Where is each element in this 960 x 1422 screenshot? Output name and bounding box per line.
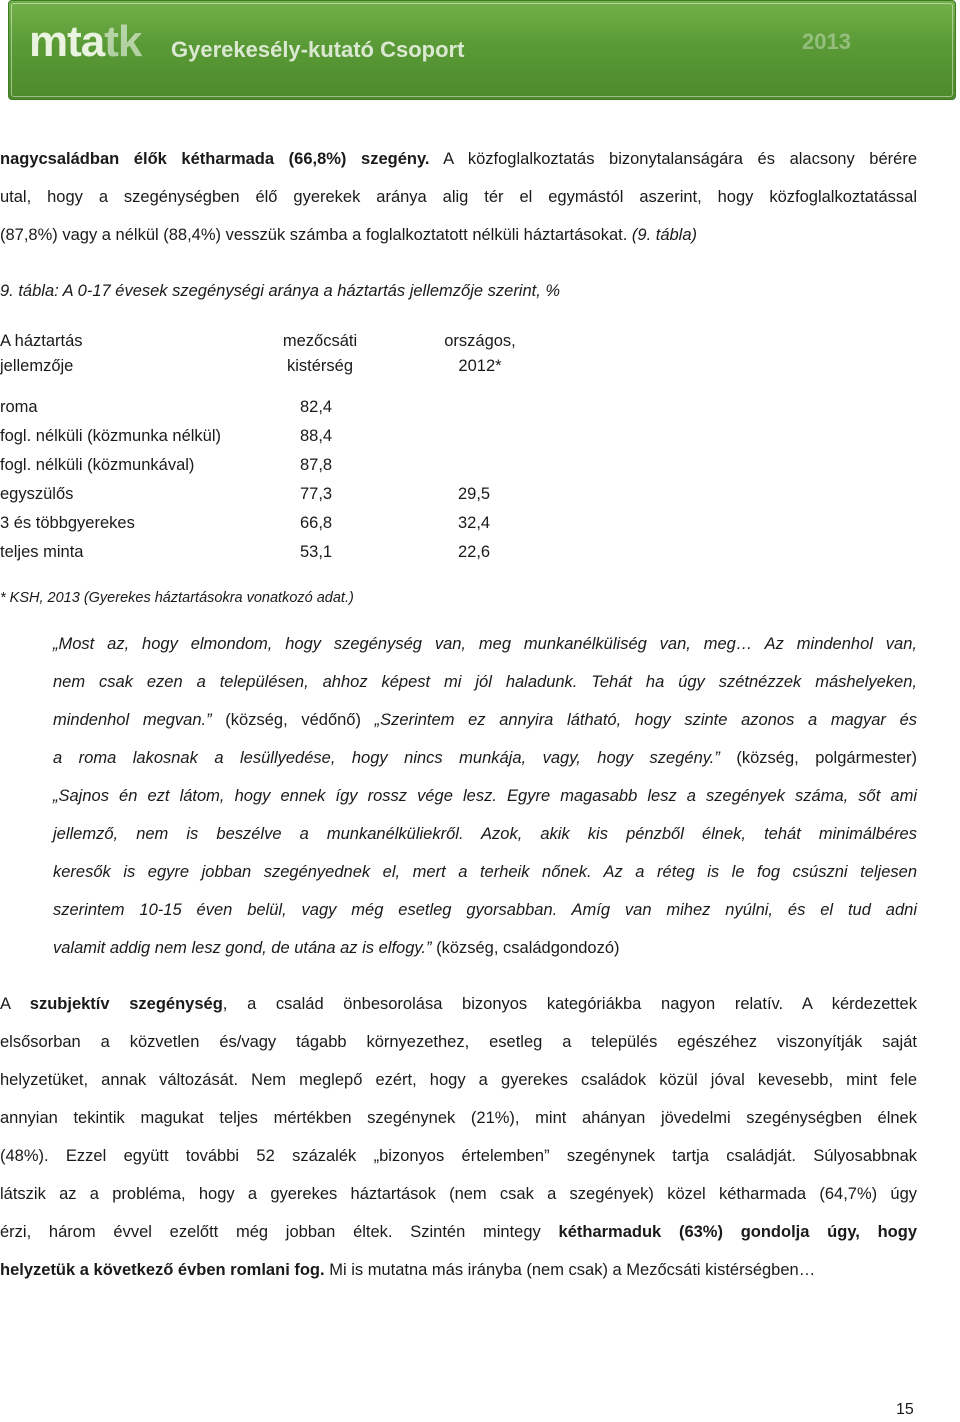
table-cell-national: 22,6: [458, 543, 491, 561]
paragraph-line: látszik az a probléma, hogy a gyerekes háztartások (nem csak a szegények) közel kétharmada (64,7%) úgy: [0, 1185, 917, 1203]
table-cell-label: 3 és többgyerekes: [0, 514, 135, 532]
table-cell-local: 82,4: [300, 398, 333, 416]
paragraph-line: (48%). Ezzel együtt további 52 százalék „bizonyos értelemben” szegénynek tartja családját. Súlyosabbnak: [0, 1147, 917, 1165]
table-cell-label: teljes minta: [0, 543, 84, 561]
table-header-characteristic: A háztartás jellemzője: [0, 332, 83, 375]
paragraph-line: helyzetük a következő évben romlani fog. Mi is mutatna más irányba (nem csak) a Mezőcsáti kistérségben…: [0, 1261, 816, 1279]
paragraph-line: annyian tekintik magukat teljes mértékben szegénynek (21%), mint ahányan jövedelmi szegénységben élnek: [0, 1109, 917, 1127]
interview-quote-block: [53, 626, 917, 968]
intro-paragraph: [0, 141, 917, 255]
intro-line-1: nagycsaládban élők kétharmada (66,8%) szegény. A közfoglalkoztatás bizonytalanságára és alacsony bérére: [0, 150, 917, 168]
quote-line: a roma lakosnak a lesüllyedése, hogy nincs munkája, vagy, hogy szegény.” (község, polgármester): [53, 749, 917, 767]
quote-line: „Most az, hogy elmondom, hogy szegénység van, meg munkanélküliség van, meg… Az mindenhol van,: [53, 635, 917, 653]
table-cell-label: roma: [0, 398, 38, 416]
header-banner: [8, 0, 956, 100]
paragraph-line: elsősorban a közvetlen és/vagy tágabb környezethez, esetleg a település egészéhez viszonyítják saját: [0, 1033, 917, 1051]
table-caption: 9. tábla: A 0-17 évesek szegénységi aránya a háztartás jellemzője szerint, %: [0, 282, 561, 300]
table-header-local: mezőcsáti kistérség: [282, 332, 358, 375]
table-header-national: országos, 2012*: [444, 332, 516, 375]
table-cell-label: fogl. nélküli (közmunka nélkül): [0, 427, 222, 445]
paragraph-line: A szubjektív szegénység, a család önbesorolása bizonyos kategóriákba nagyon relatív. A kérdezettek: [0, 995, 917, 1013]
table-cell-local: 53,1: [300, 543, 333, 561]
table-footnote: * KSH, 2013 (Gyerekes háztartásokra vonatkozó adat.): [0, 590, 354, 606]
intro-line-3: (87,8%) vagy a nélkül (88,4%) vesszük számba a foglalkoztatott nélküli háztartásokat. (9. tábla): [0, 226, 698, 244]
quote-line: keresők is egyre jobban szegényednek el, mert a terheik nőnek. Az a réteg is le fog csúszni teljesen: [53, 863, 917, 881]
table-cell-label: egyszülős: [0, 485, 74, 503]
page-number: 15: [896, 1401, 914, 1418]
quote-line: szerintem 10-15 éven belül, vagy még esetleg gyorsabban. Amíg van mihez nyúlni, és el tud adni: [53, 901, 917, 919]
table-cell-label: fogl. nélküli (közmunkával): [0, 456, 195, 474]
table-cell-national: 29,5: [458, 485, 491, 503]
quote-line: nem csak ezen a településen, ahhoz képest mi jól haladunk. Tehát ha úgy szétnézzek máshelyeken,: [53, 673, 917, 691]
research-group-name: Gyerekesély-kutató Csoport: [171, 37, 465, 62]
table-cell-local: 77,3: [300, 485, 333, 503]
quote-line: jellemző, nem is beszélve a munkanélküliekről. Azok, akik kis pénzből élnek, tehát minimálbéres: [53, 825, 917, 843]
header-year: 2013: [802, 29, 851, 54]
table-cell-local: 66,8: [300, 514, 333, 532]
quote-line: valamit addig nem lesz gond, de utána az is elfogy.” (község, családgondozó): [53, 939, 620, 957]
table-cell-national: 32,4: [458, 514, 491, 532]
mtatk-logo: mtatk: [29, 17, 142, 66]
quote-line: „Sajnos én ezt látom, hogy ennek így rossz vége lesz. Egyre magasabb lesz a szegények száma, sőt ami: [53, 787, 917, 805]
table-cell-local: 88,4: [300, 427, 333, 445]
table-cell-local: 87,8: [300, 456, 333, 474]
quote-line: mindenhol megvan.” (község, védőnő) „Szerintem ez annyira látható, hogy szinte azonos a magyar és: [53, 711, 918, 729]
paragraph-line: érzi, három évvel ezelőtt még jobban éltek. Szintén mintegy kétharmaduk (63%) gondolja úgy, hogy: [0, 1223, 917, 1241]
intro-line-2: utal, hogy a szegénységben élő gyerekek aránya alig tér el egymástól aszerint, hogy közfoglalkoztatással: [0, 188, 917, 206]
paragraph-line: helyzetüket, annak változását. Nem meglepő ezért, hogy a gyerekes családok közül jóval kevesebb, mint fele: [0, 1071, 917, 1089]
subjective-poverty-paragraph: [0, 986, 917, 1290]
